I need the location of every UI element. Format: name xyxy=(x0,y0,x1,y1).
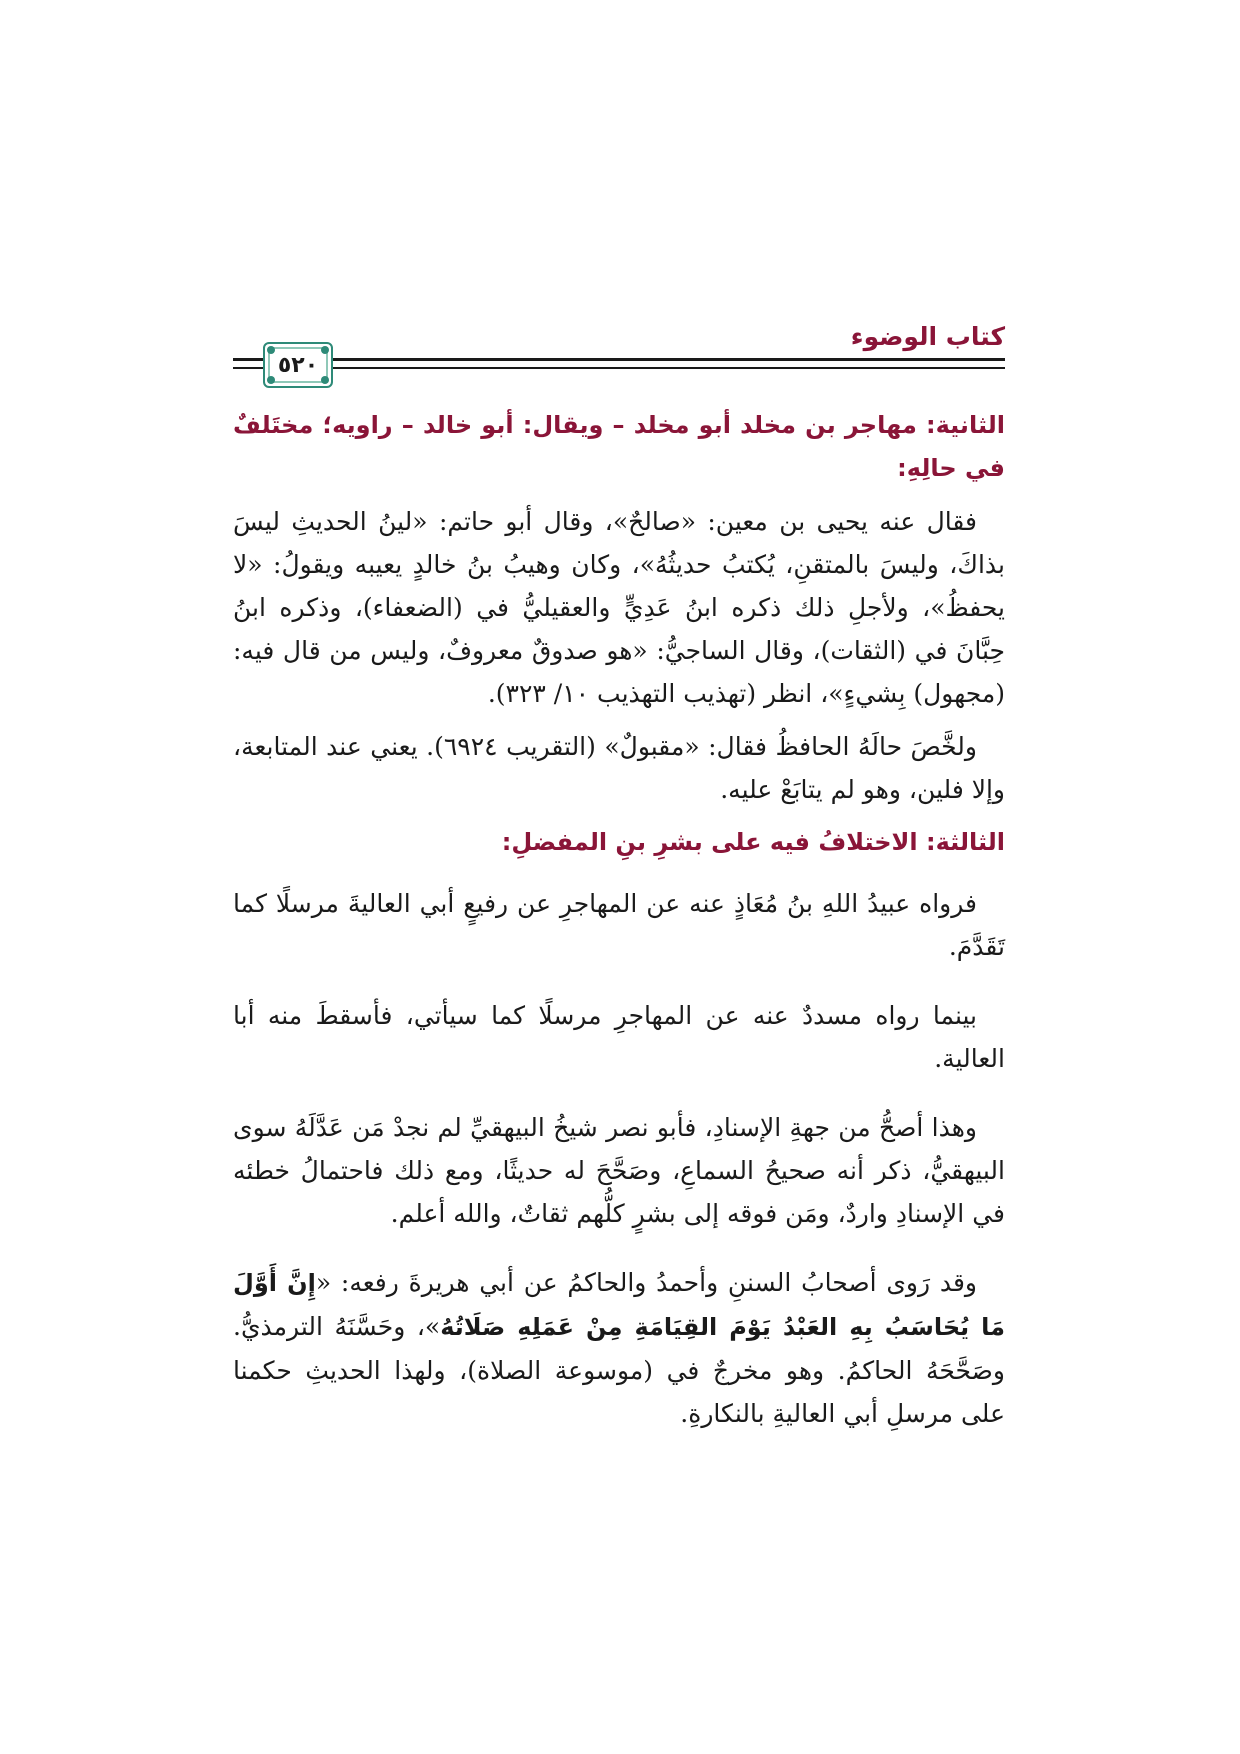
corner-ornament-icon xyxy=(267,376,275,384)
header-rule-thick xyxy=(233,358,1005,361)
section-heading-second: الثانية: مهاجر بن مخلد أبو مخلد – ويقال: أبو خالد – راويه؛ مختَلفٌ في حالِهِ: xyxy=(233,411,1005,482)
corner-ornament-icon xyxy=(321,376,329,384)
paragraph-narrator-assessment: فقال عنه يحيى بن معين: «صالحٌ»، وقال أبو حاتم: «لينُ الحديثِ ليسَ بذاكَ، وليسَ بالمتقنِ، يُكتبُ حديثُهُ»، وكان وهيبُ بنُ خالدٍ يعيبه ويقولُ: «لا يحفظُ»، ولأجلِ ذلك ذكره ابنُ عَدِيٍّ والعقيليُّ في (الضعفاء)، وذكره ابنُ حِبَّانَ في (الثقات)، وقال الساجيُّ: «هو صدوقٌ معروفٌ، وليس من قال فيه: (مجهول) بِشيءٍ»، انظر (تهذيب التهذيب ١٠/ ٣٢٣). xyxy=(233,507,1005,708)
paragraph-hafiz-summary: ولخَّصَ حالَهُ الحافظُ فقال: «مقبولٌ» (التقريب ٦٩٢٤). يعني عند المتابعة، وإلا فلين، وهو لم يتابَعْ عليه. xyxy=(233,732,1005,804)
page-header xyxy=(233,318,1005,390)
page-number: ٥٢٠ xyxy=(277,352,319,378)
paragraph-musaddad-narration: بينما رواه مسددٌ عنه عن المهاجرِ مرسلًا كما سيأتي، فأسقطَ منه أبا العالية. xyxy=(233,1001,1005,1073)
corner-ornament-icon xyxy=(267,346,275,354)
page-number-badge xyxy=(263,342,333,388)
corner-ornament-icon xyxy=(321,346,329,354)
paragraph-ubaidullah-narration: فرواه عبيدُ اللهِ بنُ مُعَاذٍ عنه عن المهاجرِ عن رفيعٍ أبي العاليةَ مرسلًا كما تَقَدَّمَ. xyxy=(233,889,1005,961)
citation-conclusion: »، وحَسَّنَهُ الترمذيُّ. وصَحَّحَهُ الحاكمُ. وهو مخرجٌ في (موسوعة الصلاة)، ولهذا الحديثِ حكمنا على مرسلِ أبي العاليةِ بالنكارةِ. xyxy=(233,1312,1005,1428)
paragraph-isnad-evaluation: وهذا أصحُّ من جهةِ الإسنادِ، فأبو نصر شيخُ البيهقيِّ لم نجدْ مَن عَدَّلَهُ سوى البيهقيُّ، ذكر أنه صحيحُ السماعِ، وصَحَّحَ له حديثًا، ومع ذلك فاحتمالُ خطئه في الإسنادِ واردٌ، ومَن فوقه إلى بشرٍ كلُّهم ثقاتٌ، والله أعلم. xyxy=(233,1113,1005,1228)
book-title: كتاب الوضوء xyxy=(850,322,1005,351)
citation-intro: وقد رَوى أصحابُ السننِ وأحمدُ والحاكمُ عن أبي هريرةَ رفعه: « xyxy=(315,1268,977,1297)
page-body xyxy=(233,404,1005,1435)
section-heading-third: الثالثة: الاختلافُ فيه على بشرِ بنِ المفضلِ: xyxy=(501,828,1005,856)
hadith-text: إِنَّ أَوَّلَ مَا يُحَاسَبُ بِهِ العَبْدُ يَوْمَ القِيَامَةِ مِنْ عَمَلِهِ صَلَاتُهُ xyxy=(233,1269,1005,1341)
header-rule-thin xyxy=(233,367,1005,369)
paragraph-hadith-citation xyxy=(233,1261,1005,1435)
